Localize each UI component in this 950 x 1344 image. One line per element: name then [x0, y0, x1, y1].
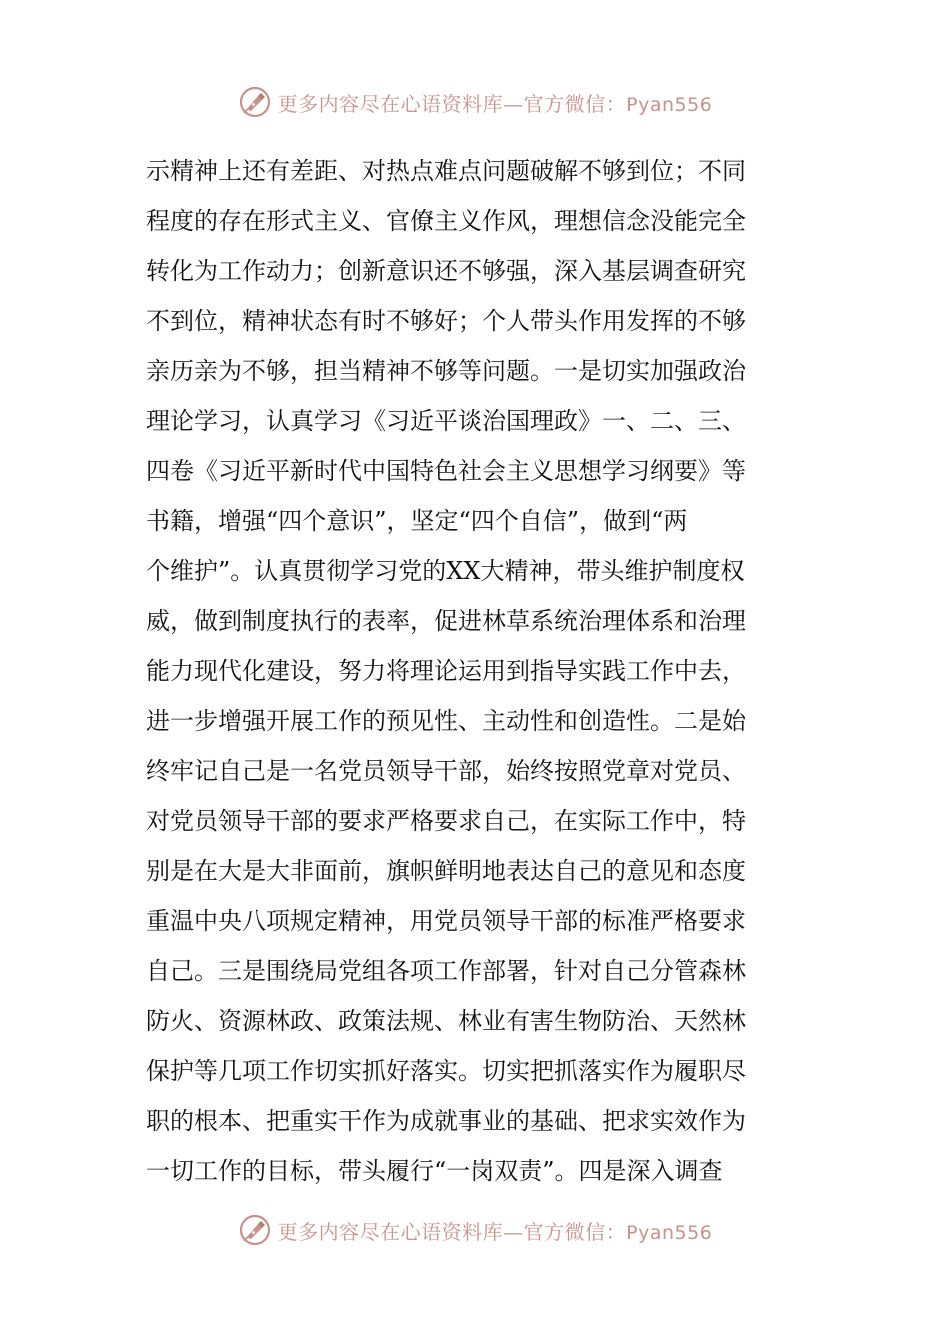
text-line: 个维护”。认真贯彻学习党的XX大精神，带头维护制度权	[146, 557, 745, 585]
text-line: 保护等几项工作切实抓好落实。切实把抓落实作为履职尽	[146, 1057, 746, 1085]
header-watermark	[0, 84, 950, 120]
footer-watermark	[0, 1212, 950, 1248]
text-line: 重温中央八项规定精神，用党员领导干部的标准严格要求	[146, 907, 746, 935]
text-line: 别是在大是大非面前，旗帜鲜明地表达自己的意见和态度	[146, 857, 746, 885]
text-line: 四卷《习近平新时代中国特色社会主义思想学习纲要》等	[146, 457, 746, 485]
pen-nib-logo-icon	[238, 1213, 272, 1247]
text-line: 自己。三是围绕局党组各项工作部署，针对自己分管森林	[146, 957, 746, 985]
text-line: 示精神上还有差距、对热点难点问题破解不够到位；不同	[146, 157, 746, 185]
text-line: 终牢记自己是一名党员领导干部，始终按照党章对党员、	[146, 757, 746, 785]
text-line: 职的根本、把重实干作为成就事业的基础、把求实效作为	[146, 1107, 746, 1135]
pen-nib-logo-icon	[238, 85, 272, 119]
text-line: 一切工作的目标，带头履行“一岗双责”。四是深入调查	[146, 1157, 723, 1185]
text-line: 转化为工作动力；创新意识还不够强，深入基层调查研究	[146, 257, 746, 285]
text-line: 程度的存在形式主义、官僚主义作风，理想信念没能完全	[146, 207, 746, 235]
text-line: 防火、资源林政、政策法规、林业有害生物防治、天然林	[146, 1007, 746, 1035]
text-line: 亲历亲为不够，担当精神不够等问题。一是切实加强政治	[146, 357, 746, 385]
text-line: 理论学习，认真学习《习近平谈治国理政》一、二、三、	[146, 407, 746, 435]
wechat-id: Pyan556	[626, 1221, 713, 1244]
text-line: 进一步增强开展工作的预见性、主动性和创造性。二是始	[146, 707, 746, 735]
text-line: 能力现代化建设，努力将理论运用到指导实践工作中去，	[146, 657, 746, 685]
text-line: 威，做到制度执行的表率，促进林草系统治理体系和治理	[146, 607, 746, 635]
watermark-text: 更多内容尽在心语资料库—官方微信：Pyan556	[277, 91, 713, 116]
text-line: 不到位，精神状态有时不够好；个人带头作用发挥的不够	[146, 307, 746, 335]
watermark-text: 更多内容尽在心语资料库—官方微信：Pyan556	[277, 1219, 713, 1244]
text-line: 书籍，增强“四个意识”，坚定“四个自信”，做到“两	[146, 507, 688, 535]
wechat-id: Pyan556	[626, 93, 713, 116]
body-text	[146, 146, 806, 1196]
text-line: 对党员领导干部的要求严格要求自己，在实际工作中，特	[146, 807, 746, 835]
